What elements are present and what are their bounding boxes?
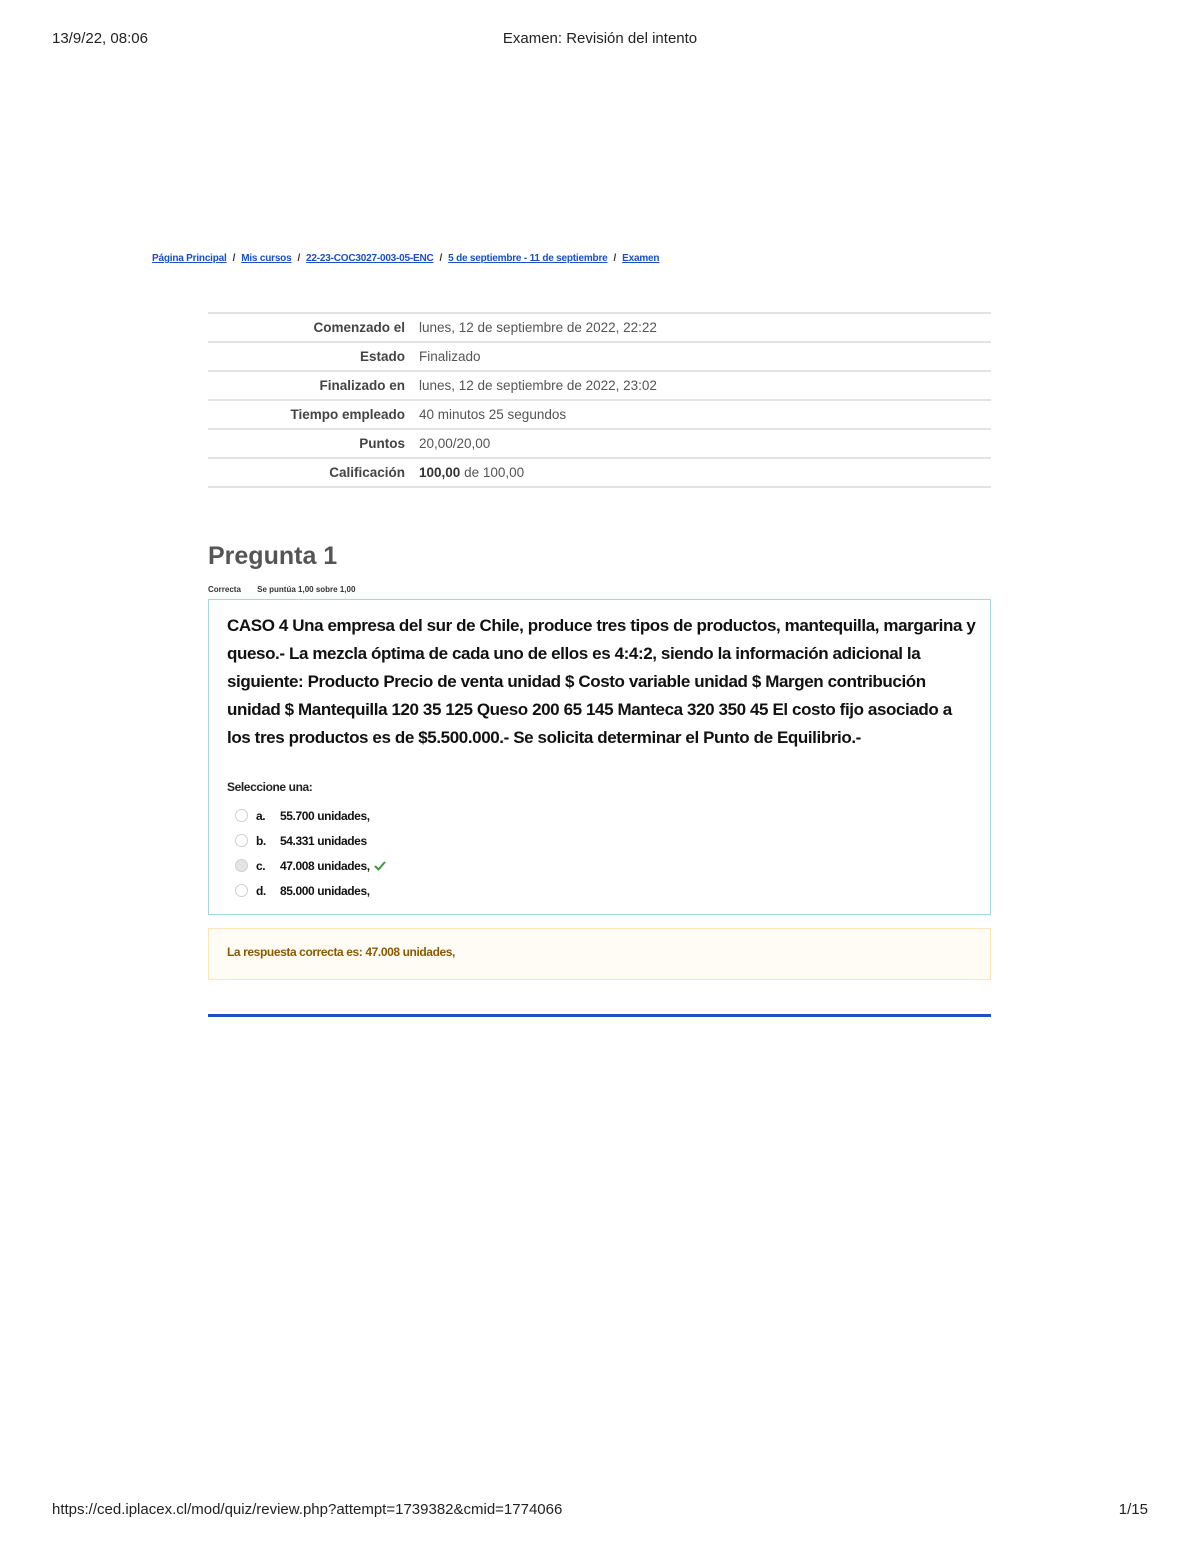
grade-max: de 100,00 [464, 465, 525, 480]
breadcrumb-course[interactable]: 22-23-COC3027-003-05-ENC [306, 253, 434, 264]
answer-option-d[interactable] [235, 878, 386, 903]
page-number: 1/15 [1118, 1501, 1148, 1518]
question-info [208, 585, 355, 594]
option-letter: b. [256, 833, 266, 848]
breadcrumb-separator: / [439, 253, 443, 264]
summary-value: Finalizado [419, 349, 481, 364]
breadcrumb [152, 253, 659, 264]
print-title: Examen: Revisión del intento [502, 30, 698, 47]
grade-value: 100,00 [419, 465, 461, 480]
radio-button[interactable] [235, 884, 248, 897]
breadcrumb-week[interactable]: 5 de septiembre - 11 de septiembre [448, 253, 608, 264]
print-footer [52, 1501, 1148, 1521]
summary-row-started [208, 313, 991, 342]
radio-button[interactable] [235, 834, 248, 847]
question-text: CASO 4 Una empresa del sur de Chile, produce tres tipos de productos, mantequilla, margarina y queso.- La mezcla óptima de cada uno de ellos es 4:4:2, siendo la información adicional la siguiente: Producto Precio de venta unidad $ Costo variable unidad $ Margen contribución unidad $ Mantequilla 120 35 125 Queso 200 65 145 Manteca 320 350 45 El costo fijo asociado a los tres productos es de $5.500.000.- Se solicita determinar el Punto de Equilibrio.- [227, 616, 976, 747]
attempt-summary-table [208, 312, 991, 488]
breadcrumb-home[interactable]: Página Principal [152, 253, 227, 264]
summary-row-points [208, 429, 991, 458]
summary-value: 20,00/20,00 [419, 436, 491, 451]
summary-value [417, 458, 991, 487]
summary-value: lunes, 12 de septiembre de 2022, 22:22 [419, 320, 657, 335]
breadcrumb-separator: / [613, 253, 617, 264]
breadcrumb-separator: / [297, 253, 301, 264]
breadcrumb-exam[interactable]: Examen [622, 253, 660, 264]
summary-row-finished [208, 371, 991, 400]
summary-label: Finalizado en [319, 378, 405, 393]
summary-value: lunes, 12 de septiembre de 2022, 23:02 [419, 378, 657, 393]
summary-value: 40 minutos 25 segundos [419, 407, 567, 422]
section-divider [208, 1014, 991, 1017]
summary-label: Tiempo empleado [290, 407, 405, 422]
print-date: 13/9/22, 08:06 [52, 30, 148, 47]
question-state: Correcta [208, 585, 241, 594]
option-letter: d. [256, 883, 266, 898]
radio-button[interactable] [235, 809, 248, 822]
option-text: 85.000 unidades, [280, 883, 370, 898]
summary-row-time [208, 400, 991, 429]
summary-row-grade [208, 458, 991, 487]
summary-label: Puntos [359, 436, 405, 451]
option-text: 54.331 unidades [280, 833, 367, 848]
summary-label: Estado [359, 349, 405, 364]
answer-options [235, 803, 386, 903]
print-header [52, 30, 1148, 50]
question-heading: Pregunta 1 [208, 542, 338, 570]
option-letter: c. [256, 858, 266, 873]
option-letter: a. [256, 808, 266, 823]
radio-button-selected[interactable] [235, 859, 248, 872]
breadcrumb-my-courses[interactable]: Mis cursos [241, 253, 292, 264]
answer-option-a[interactable] [235, 803, 386, 828]
question-prompt: Seleccione una: [227, 780, 313, 794]
correct-check-icon [374, 860, 386, 872]
page-url: https://ced.iplacex.cl/mod/quiz/review.php?attempt=1739382&cmid=1774066 [52, 1501, 563, 1518]
question-box [208, 599, 991, 915]
breadcrumb-separator: / [232, 253, 236, 264]
question-score: Se puntúa 1,00 sobre 1,00 [257, 585, 356, 594]
feedback-text: La respuesta correcta es: 47.008 unidades, [227, 945, 455, 959]
correct-answer-feedback [208, 928, 991, 980]
summary-label: Calificación [329, 465, 405, 480]
option-text: 55.700 unidades, [280, 808, 370, 823]
option-text: 47.008 unidades, [280, 858, 370, 873]
answer-option-b[interactable] [235, 828, 386, 853]
answer-option-c[interactable] [235, 853, 386, 878]
summary-label: Comenzado el [313, 320, 405, 335]
summary-row-state [208, 342, 991, 371]
